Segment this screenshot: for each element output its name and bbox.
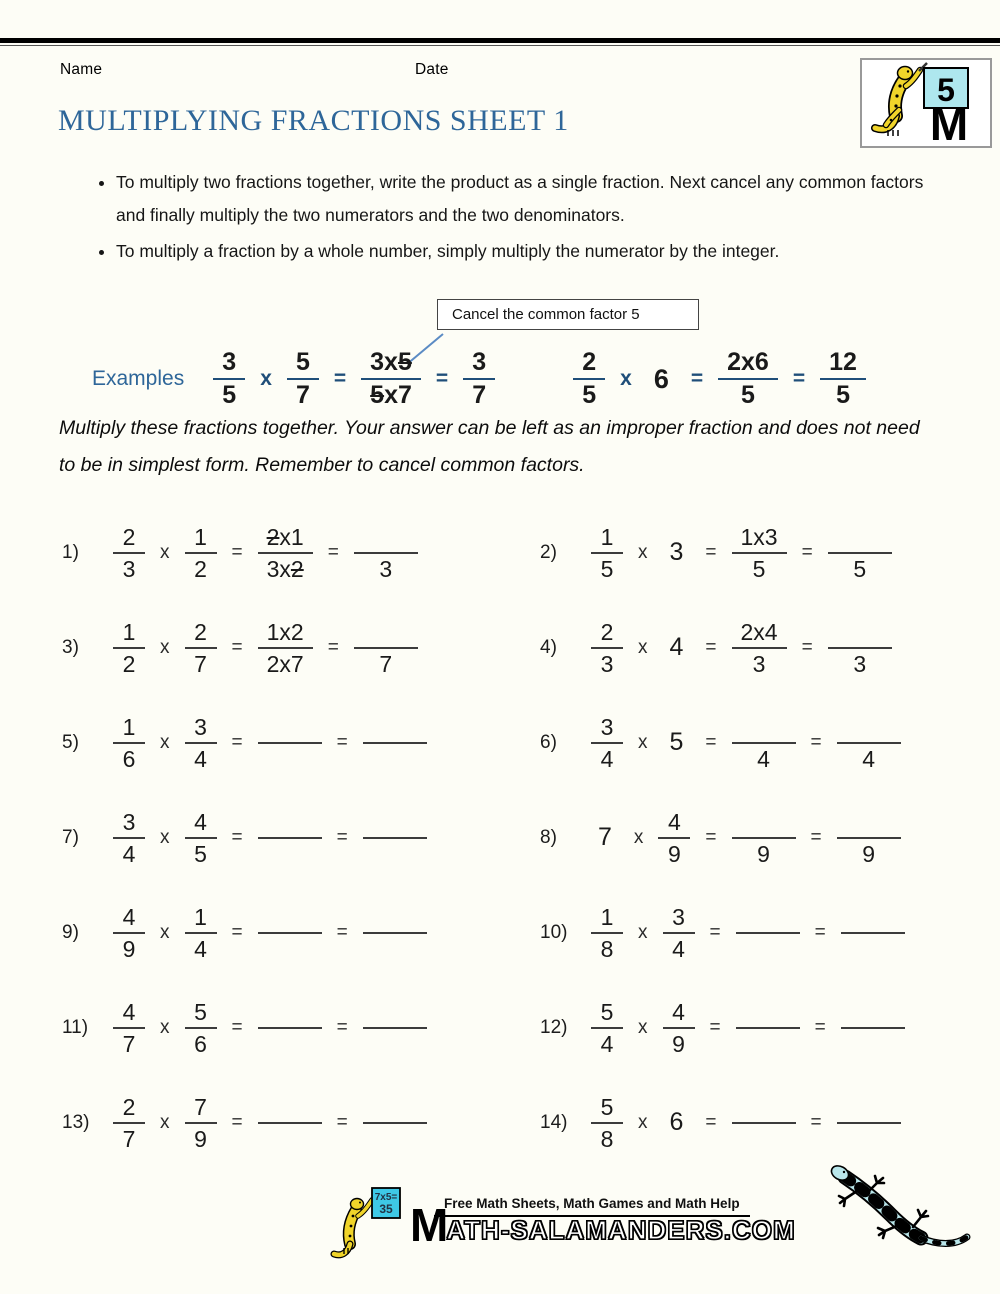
answer-blank	[258, 902, 322, 964]
operator: =	[231, 921, 243, 943]
fraction: $\frac{1}{2}$	[185, 522, 217, 584]
problem-number: 11)	[62, 1016, 89, 1038]
operator: x	[638, 921, 648, 943]
fraction: $\frac{4}{9}$	[663, 997, 695, 1059]
operator: =	[231, 1016, 243, 1038]
examples-label: Examples	[92, 367, 185, 390]
answer-blank	[363, 997, 427, 1059]
operator: =	[336, 921, 348, 943]
problem-3	[62, 617, 540, 679]
operator: x	[260, 367, 272, 390]
problem-number: 8)	[540, 826, 557, 848]
operator: x	[160, 541, 170, 563]
problem-number: 13)	[62, 1111, 90, 1133]
fraction: $\frac{2x1}{3x2}$	[258, 522, 313, 584]
fraction: $\frac{4}{7}$	[113, 997, 145, 1059]
problem-number: 5)	[62, 731, 79, 753]
operator: x	[160, 1111, 170, 1133]
answer-blank: 4	[732, 712, 796, 774]
operator: =	[705, 826, 717, 848]
callout-box: Cancel the common factor 5	[437, 299, 699, 330]
problem-12	[540, 997, 970, 1059]
problem-13	[62, 1092, 540, 1154]
operator: =	[231, 1111, 243, 1133]
operator: =	[705, 541, 717, 563]
answer-blank	[363, 712, 427, 774]
answer-blank: 5	[828, 522, 892, 584]
operator: x	[160, 921, 170, 943]
lizard-icon	[815, 1163, 975, 1278]
operator: x	[160, 731, 170, 753]
problem-9	[62, 902, 540, 964]
fraction: $\frac{1x3}{5}$	[732, 522, 787, 584]
problem-8	[540, 807, 970, 869]
fraction: $\frac{3}{4}$	[113, 807, 145, 869]
operator: =	[709, 921, 721, 943]
example-2	[573, 347, 866, 411]
footer-site-m: M	[410, 1199, 447, 1251]
answer-blank: 4	[837, 712, 901, 774]
fraction: $\frac{2}{7}$	[113, 1092, 145, 1154]
answer-blank	[736, 997, 800, 1059]
fraction: $\frac{1}{8}$	[591, 902, 623, 964]
operator: =	[801, 541, 813, 563]
answer-blank	[837, 1092, 901, 1154]
problem-14	[540, 1092, 970, 1154]
operator: =	[336, 1111, 348, 1133]
footer-board-line2: 35	[379, 1202, 393, 1216]
problem-5	[62, 712, 540, 774]
operator: =	[705, 1111, 717, 1133]
problem-number: 9)	[62, 921, 79, 943]
operator: x	[160, 826, 170, 848]
operator: =	[327, 636, 339, 658]
problem-7	[62, 807, 540, 869]
fraction: $\frac{5}{6}$	[185, 997, 217, 1059]
operator: =	[801, 636, 813, 658]
fraction: $\frac{2}{5}$	[573, 347, 605, 411]
problem-number: 2)	[540, 541, 557, 563]
operator: =	[814, 1016, 826, 1038]
worksheet-directions: Multiply these fractions together. Your answer can be left as an improper fraction and does not need to be in simplest form. Remember to cancel common factors.	[59, 417, 920, 476]
operator: =	[792, 367, 806, 390]
answer-blank	[841, 902, 905, 964]
operator: x	[638, 541, 648, 563]
fraction: $\frac{3}{4}$	[185, 712, 217, 774]
fraction: $\frac{3}{4}$	[591, 712, 623, 774]
operator: x	[638, 1016, 648, 1038]
whole-number: 3	[669, 538, 684, 566]
operator: =	[810, 826, 822, 848]
problems-grid	[62, 505, 970, 1170]
fraction: $\frac{3}{5}$	[213, 347, 245, 411]
fraction: $\frac{4}{9}$	[658, 807, 690, 869]
answer-blank: 3	[828, 617, 892, 679]
fraction: $\frac{7}{9}$	[185, 1092, 217, 1154]
answer-blank	[363, 807, 427, 869]
answer-blank	[736, 902, 800, 964]
whole-number: 6	[669, 1108, 684, 1136]
operator: =	[709, 1016, 721, 1038]
operator: x	[160, 636, 170, 658]
problem-6	[540, 712, 970, 774]
footer-tagline: Free Math Sheets, Math Games and Math Help	[444, 1196, 740, 1211]
fraction: $\frac{2}{3}$	[591, 617, 623, 679]
operator: x	[638, 636, 648, 658]
answer-blank	[363, 902, 427, 964]
answer-blank	[258, 997, 322, 1059]
answer-blank	[363, 1092, 427, 1154]
operator: x	[638, 1111, 648, 1133]
operator: =	[705, 636, 717, 658]
fraction: $\frac{1}{4}$	[185, 902, 217, 964]
answer-blank: 9	[732, 807, 796, 869]
fraction: $\frac{3}{7}$	[463, 347, 495, 411]
instruction-bullet: • To multiply a fraction by a whole number, simply multiply the numerator by the integer.	[116, 235, 936, 268]
problem-11	[62, 997, 540, 1059]
example-1	[213, 347, 495, 411]
operator: =	[810, 1111, 822, 1133]
problem-number: 6)	[540, 731, 557, 753]
fraction: $\frac{1}{2}$	[113, 617, 145, 679]
operator: =	[327, 541, 339, 563]
operator: =	[336, 826, 348, 848]
footer-logo	[330, 1182, 796, 1262]
problem-number: 12)	[540, 1016, 568, 1038]
answer-blank	[258, 1092, 322, 1154]
fraction: $\frac{1}{6}$	[113, 712, 145, 774]
operator: =	[231, 826, 243, 848]
salamander-badge-icon	[862, 60, 990, 146]
answer-blank	[732, 1092, 796, 1154]
examples-row	[92, 340, 866, 418]
problem-2	[540, 522, 970, 584]
problem-10	[540, 902, 970, 964]
operator: x	[638, 731, 648, 753]
operator: x	[160, 1016, 170, 1038]
operator: =	[336, 731, 348, 753]
operator: =	[231, 636, 243, 658]
fraction: $\frac{4}{9}$	[113, 902, 145, 964]
grade-badge	[860, 58, 992, 148]
fraction: $\frac{5}{8}$	[591, 1092, 623, 1154]
answer-blank	[841, 997, 905, 1059]
answer-blank: 3	[354, 522, 418, 584]
whole-number: 7	[598, 823, 612, 851]
operator: x	[620, 367, 632, 390]
name-field-label: Name	[60, 61, 103, 78]
operator: =	[810, 731, 822, 753]
operator: =	[336, 1016, 348, 1038]
operator: =	[814, 921, 826, 943]
page-title: MULTIPLYING FRACTIONS SHEET 1	[58, 104, 569, 137]
fraction: $\frac{4}{5}$	[185, 807, 217, 869]
instruction-bullet: • To multiply two fractions together, write the product as a single fraction. Next cancel any common factors and finally multiply the two numerators and the two denominators.	[116, 166, 936, 232]
fraction: $\frac{12}{5}$	[820, 347, 866, 411]
answer-blank: 7	[354, 617, 418, 679]
problem-4	[540, 617, 970, 679]
fraction: $\frac{1x2}{2x7}$	[258, 617, 313, 679]
footer-salamander-icon	[330, 1184, 404, 1262]
answer-blank	[258, 712, 322, 774]
footer-board-line1: 7x5=	[374, 1192, 398, 1203]
instruction-list	[88, 166, 936, 271]
operator: x	[633, 826, 644, 848]
footer-site-name: ATH-SALAMANDERS.COM	[446, 1215, 796, 1245]
fraction: $\frac{5}{4}$	[591, 997, 623, 1059]
whole-number: 4	[669, 633, 684, 661]
operator: =	[231, 541, 243, 563]
whole-number: 5	[669, 728, 684, 756]
fraction: $\frac{3x5}{5x7}$	[361, 347, 421, 411]
operator: =	[333, 367, 347, 390]
fraction: $\frac{5}{7}$	[287, 347, 319, 411]
operator: =	[231, 731, 243, 753]
operator: =	[690, 367, 704, 390]
fraction: $\frac{2}{7}$	[185, 617, 217, 679]
problem-number: 1)	[62, 541, 79, 563]
operator: =	[435, 367, 449, 390]
badge-letter: M	[929, 98, 969, 146]
badge-number: 5	[937, 72, 955, 108]
answer-blank: 9	[837, 807, 901, 869]
date-field-label: Date	[415, 61, 449, 78]
problem-number: 10)	[540, 921, 568, 943]
fraction: $\frac{2x4}{3}$	[732, 617, 787, 679]
top-border	[0, 38, 1000, 46]
problem-number: 4)	[540, 636, 557, 658]
problem-number: 7)	[62, 826, 79, 848]
problem-number: 14)	[540, 1111, 568, 1133]
fraction: $\frac{1}{5}$	[591, 522, 623, 584]
operator: =	[705, 731, 717, 753]
fraction: $\frac{2}{3}$	[113, 522, 145, 584]
whole-number: 6	[653, 363, 669, 394]
fraction: $\frac{3}{4}$	[663, 902, 695, 964]
fraction: $\frac{2x6}{5}$	[718, 347, 778, 411]
answer-blank	[258, 807, 322, 869]
problem-1	[62, 522, 540, 584]
problem-number: 3)	[62, 636, 79, 658]
